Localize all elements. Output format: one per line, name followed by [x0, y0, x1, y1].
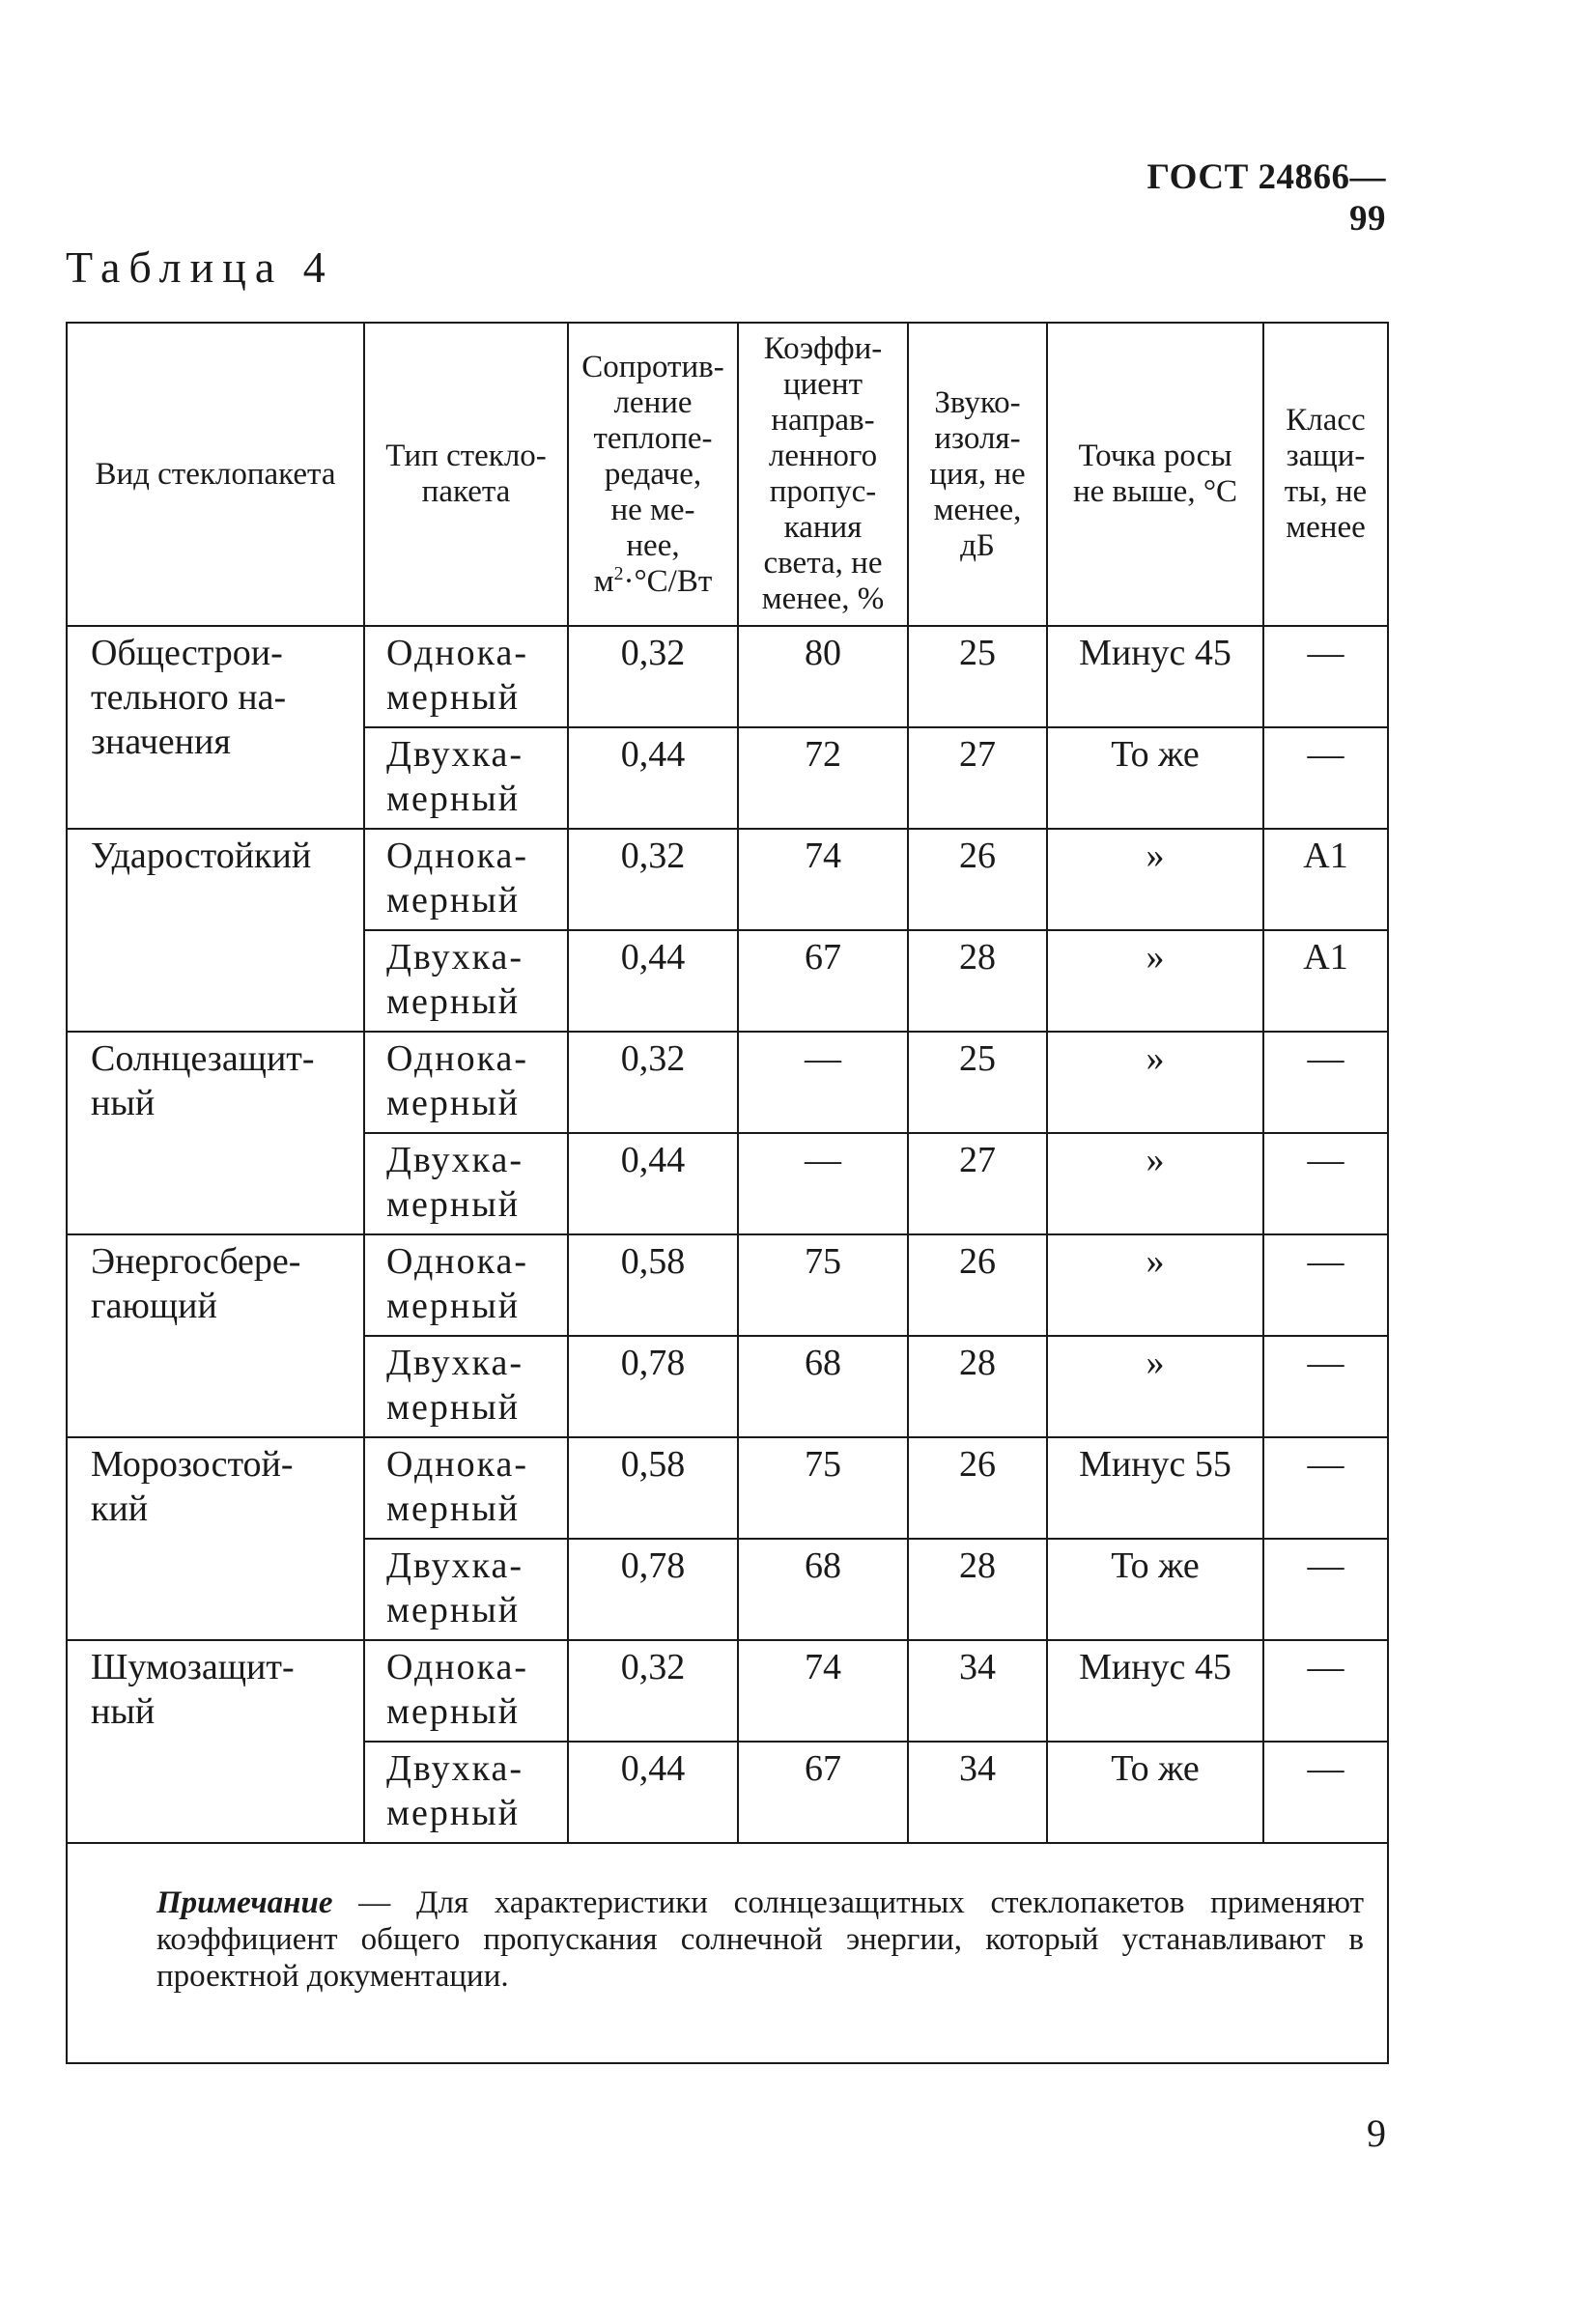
- resistance-cell: 0,32: [568, 1640, 738, 1742]
- resistance-cell: 0,44: [568, 1133, 738, 1234]
- protection-class-cell: —: [1263, 1032, 1388, 1133]
- light-transmission-cell: 74: [738, 1640, 908, 1742]
- dew-point-cell: Минус 55: [1047, 1437, 1263, 1539]
- resistance-cell: 0,58: [568, 1437, 738, 1539]
- glazing-type-cell: Однока- мерный: [364, 1437, 568, 1539]
- dew-point-cell: »: [1047, 829, 1263, 930]
- protection-class-cell: —: [1263, 727, 1388, 829]
- glazing-kind-cell: Общестрои- тельного на- значения: [67, 626, 364, 829]
- table-row: [67, 626, 1388, 727]
- glazing-kind-cell: Морозостой- кий: [67, 1437, 364, 1640]
- glazing-kind-cell: Энергосбере- гающий: [67, 1234, 364, 1437]
- header-kind: Вид стеклопакета: [67, 323, 364, 626]
- glazing-type-cell: Однока- мерный: [364, 626, 568, 727]
- light-transmission-cell: 80: [738, 626, 908, 727]
- glazing-type-cell: Двухка- мерный: [364, 1742, 568, 1843]
- sound-insulation-cell: 28: [908, 1539, 1047, 1640]
- glazing-kind-cell: Шумозащит- ный: [67, 1640, 364, 1843]
- dew-point-cell: »: [1047, 1234, 1263, 1336]
- table-note: [67, 1843, 1388, 2063]
- dew-point-cell: То же: [1047, 727, 1263, 829]
- protection-class-cell: —: [1263, 626, 1388, 727]
- dew-point-cell: Минус 45: [1047, 626, 1263, 727]
- sound-insulation-cell: 25: [908, 1032, 1047, 1133]
- header-dew-point: Точка росы не выше, °С: [1047, 323, 1263, 626]
- protection-class-cell: А1: [1263, 829, 1388, 930]
- glazing-type-cell: Однока- мерный: [364, 1640, 568, 1742]
- dew-point-cell: То же: [1047, 1539, 1263, 1640]
- table-caption: Таблица 4: [66, 242, 334, 292]
- light-transmission-cell: 68: [738, 1539, 908, 1640]
- light-transmission-cell: 68: [738, 1336, 908, 1437]
- table-row: [67, 829, 1388, 930]
- light-transmission-cell: —: [738, 1032, 908, 1133]
- dew-point-cell: Минус 45: [1047, 1640, 1263, 1742]
- sound-insulation-cell: 27: [908, 1133, 1047, 1234]
- dew-point-cell: »: [1047, 1336, 1263, 1437]
- resistance-cell: 0,78: [568, 1336, 738, 1437]
- light-transmission-cell: 74: [738, 829, 908, 930]
- sound-insulation-cell: 34: [908, 1640, 1047, 1742]
- protection-class-cell: —: [1263, 1539, 1388, 1640]
- protection-class-cell: —: [1263, 1640, 1388, 1742]
- header-sound: Звуко- изоля- ция, не менее, дБ: [908, 323, 1047, 626]
- resistance-cell: 0,58: [568, 1234, 738, 1336]
- sound-insulation-cell: 26: [908, 1437, 1047, 1539]
- glazing-type-cell: Двухка- мерный: [364, 930, 568, 1032]
- table-row: [67, 1437, 1388, 1539]
- glazing-type-cell: Однока- мерный: [364, 1234, 568, 1336]
- sound-insulation-cell: 27: [908, 727, 1047, 829]
- table-header-row: [67, 323, 1388, 626]
- dew-point-cell: »: [1047, 1032, 1263, 1133]
- protection-class-cell: —: [1263, 1437, 1388, 1539]
- header-light: Коэффи- циент направ- ленного пропус- кания света, не менее, %: [738, 323, 908, 626]
- protection-class-cell: —: [1263, 1336, 1388, 1437]
- glazing-kind-cell: Ударостойкий: [67, 829, 364, 1032]
- protection-class-cell: А1: [1263, 930, 1388, 1032]
- protection-class-cell: —: [1263, 1742, 1388, 1843]
- resistance-cell: 0,32: [568, 829, 738, 930]
- light-transmission-cell: 67: [738, 930, 908, 1032]
- glazing-kind-cell: Солнцезащит- ный: [67, 1032, 364, 1234]
- table-row: [67, 1640, 1388, 1742]
- dew-point-cell: »: [1047, 930, 1263, 1032]
- header-type: Тип стекло- пакета: [364, 323, 568, 626]
- glazing-type-cell: Однока- мерный: [364, 829, 568, 930]
- note-label: Примечание: [156, 1885, 333, 1920]
- header-protection-class: Класс защи- ты, не менее: [1263, 323, 1388, 626]
- dew-point-cell: То же: [1047, 1742, 1263, 1843]
- sound-insulation-cell: 26: [908, 829, 1047, 930]
- resistance-cell: 0,44: [568, 930, 738, 1032]
- light-transmission-cell: 67: [738, 1742, 908, 1843]
- sound-insulation-cell: 28: [908, 1336, 1047, 1437]
- resistance-cell: 0,44: [568, 727, 738, 829]
- sound-insulation-cell: 28: [908, 930, 1047, 1032]
- document-code: ГОСТ 24866—99: [1146, 157, 1386, 239]
- light-transmission-cell: —: [738, 1133, 908, 1234]
- resistance-cell: 0,44: [568, 1742, 738, 1843]
- glazing-type-cell: Двухка- мерный: [364, 1133, 568, 1234]
- page-number: 9: [1367, 2111, 1386, 2155]
- note-text: — Для характеристики солнцезащитных стеклопакетов применяют коэффициент общего пропускания солнечной энергии, который устанавливают в проектной документации.: [156, 1885, 1364, 1994]
- glazing-type-cell: Двухка- мерный: [364, 1336, 568, 1437]
- glazing-type-cell: Однока- мерный: [364, 1032, 568, 1133]
- dew-point-cell: »: [1047, 1133, 1263, 1234]
- table-row: [67, 1032, 1388, 1133]
- sound-insulation-cell: 26: [908, 1234, 1047, 1336]
- glazing-type-cell: Двухка- мерный: [364, 727, 568, 829]
- light-transmission-cell: 75: [738, 1437, 908, 1539]
- sound-insulation-cell: 25: [908, 626, 1047, 727]
- light-transmission-cell: 72: [738, 727, 908, 829]
- light-transmission-cell: 75: [738, 1234, 908, 1336]
- glazing-type-cell: Двухка- мерный: [364, 1539, 568, 1640]
- resistance-cell: 0,32: [568, 626, 738, 727]
- properties-table: [66, 322, 1389, 2064]
- resistance-cell: 0,32: [568, 1032, 738, 1133]
- resistance-cell: 0,78: [568, 1539, 738, 1640]
- header-resistance: Сопротив- ление теплопе- редаче, не ме- нее, $м^2\cdot^\circ С/Вт$: [568, 323, 738, 626]
- sound-insulation-cell: 34: [908, 1742, 1047, 1843]
- table-row: [67, 1234, 1388, 1336]
- protection-class-cell: —: [1263, 1133, 1388, 1234]
- protection-class-cell: —: [1263, 1234, 1388, 1336]
